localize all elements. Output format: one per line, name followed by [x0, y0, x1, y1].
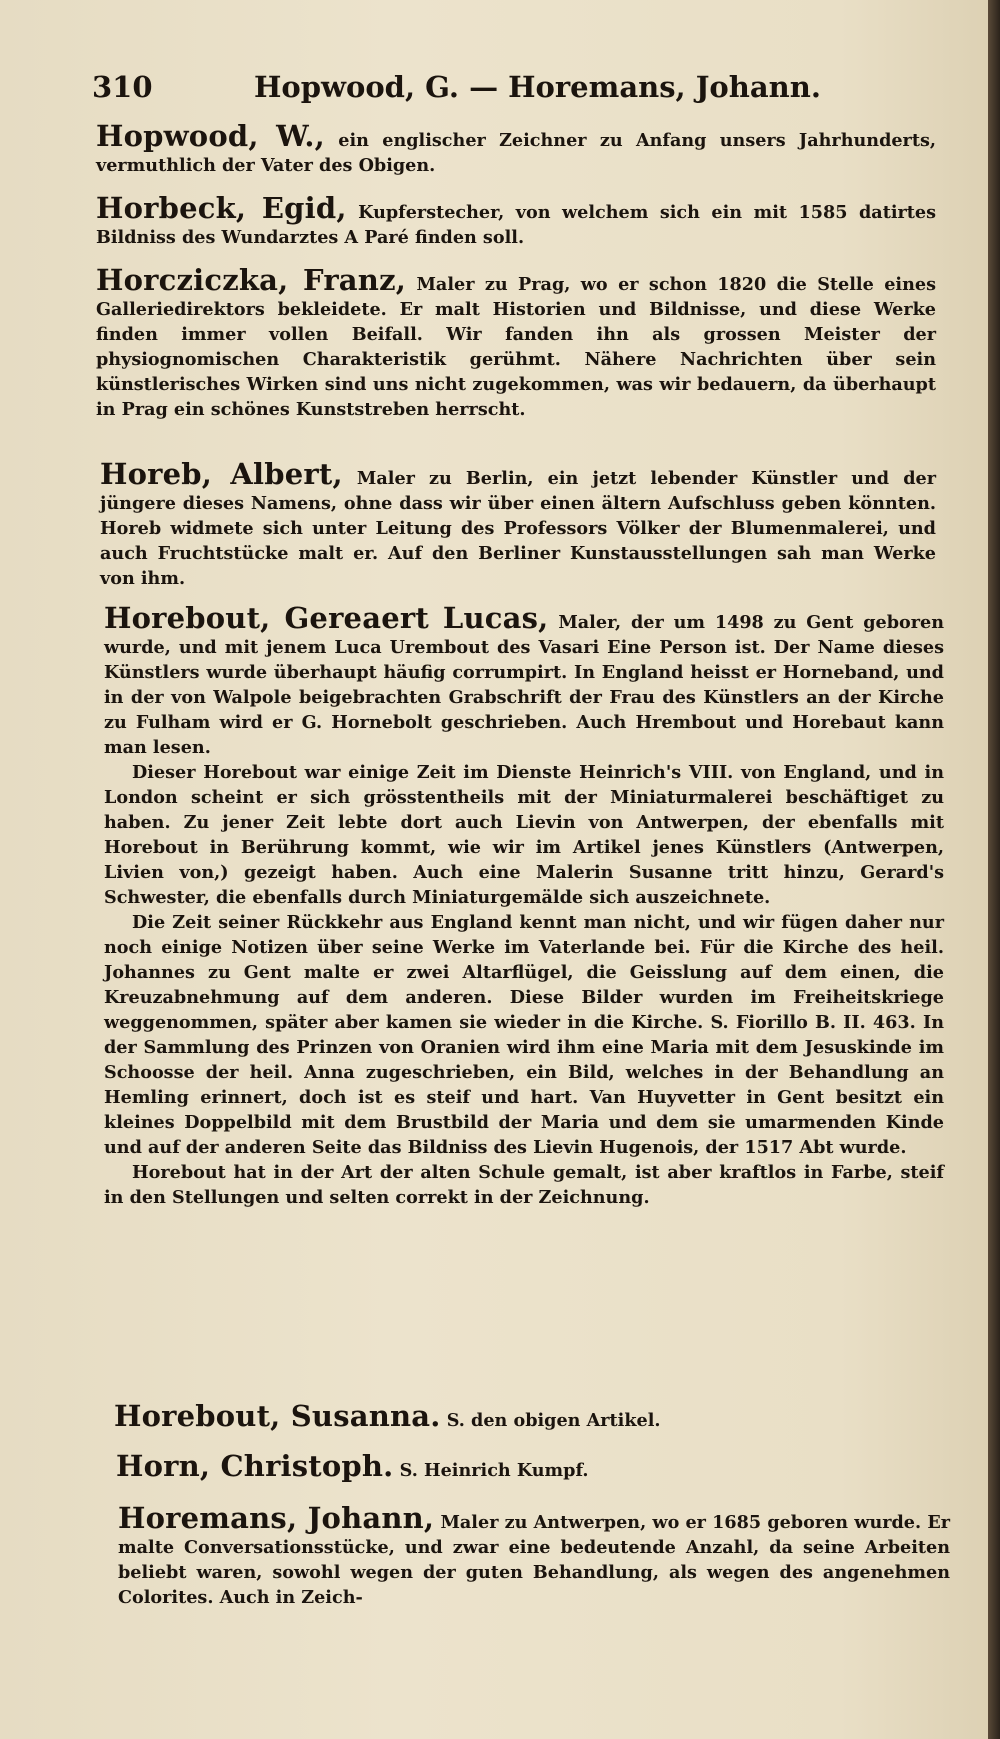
entry-paragraph: Die Zeit seiner Rückkehr aus England kennt man nicht, und wir fügen daher nur noch einige Notizen über seine Werke im Vaterlande bei. Für die Kirche des heil. Johannes zu Gent malte er zwei Altarflügel, die Geisslung auf dem einen, die Kreuzabnehmung auf dem anderen. Diese Bilder wurden im Freiheitskriege weggenommen, später aber kamen sie wieder in die Kirche. S. Fiorillo B. II. 463. In der Sammlung des Prinzen von Oranien wird ihm eine Maria mit dem Jesuskinde im Schoosse der heil. Anna zugeschrieben, ein Bild, welches in der Behandlung an Hemling erinnert, doch ist es steif und hart. Van Huyvetter in Gent besitzt ein kleines Doppelbild mit dem Brustbild der Maria und dem sie umarmenden Kinde und auf der anderen Seite das Bildniss des Lievin Hugenois, der 1517 Abt wurde. — [104, 912, 944, 1158]
entry-horbeck — [96, 191, 937, 250]
entry-paragraph: Horebout hat in der Art der alten Schule gemalt, ist aber kraftlos in Farbe, steif in den Stellungen und selten correkt in der Zeichnung. — [104, 1162, 944, 1208]
entry-hopwood — [96, 119, 936, 178]
entry-horeb — [100, 457, 936, 591]
entry-horcziczka — [96, 263, 936, 422]
entry-name: Horeb, Albert, — [100, 457, 343, 491]
entry-text: ein englischer Zeichner zu Anfang unsers Jahrhunderts, vermuthlich der Vater des Obigen. — [96, 130, 936, 176]
entry-paragraph — [116, 1449, 946, 1483]
running-title: Hopwood, G. — Horemans, Johann. — [254, 70, 821, 104]
page-number: 310 — [92, 70, 153, 104]
entry-text: Maler zu Prag, wo er schon 1820 die Stelle eines Galleriedirektors bekleidete. Er malt Historien und Bildnisse, und diese Werke finden immer vollen Beifall. Wir fanden ihn als grossen Meister der physiognomischen Charakteristik gerühmt. Nähere Nachrichten über sein künstlerisches Wirken sind uns nicht zugekommen, was wir bedauern, da überhaupt in Prag ein schönes Kunststreben herrscht. — [96, 274, 936, 420]
entry-text: S. Heinrich Kumpf. — [399, 1460, 589, 1481]
entry-paragraph — [114, 1399, 944, 1433]
entry-horebout-susanna — [114, 1399, 944, 1433]
page-header — [92, 70, 821, 110]
entry-text: S. den obigen Artikel. — [446, 1410, 661, 1431]
entry-name: Horbeck, Egid, — [96, 191, 347, 225]
entry-horebout-gereaert — [104, 601, 944, 1210]
entry-paragraph — [100, 457, 936, 591]
entry-text: Kupferstecher, von welchem sich ein mit 1585 datirtes Bildniss des Wundarztes A Paré finden soll. — [96, 202, 937, 248]
entry-paragraph — [96, 119, 936, 178]
entry-paragraph — [118, 1501, 950, 1610]
entry-paragraph — [96, 263, 936, 422]
entry-horn — [116, 1449, 946, 1483]
entry-name: Hopwood, W., — [96, 119, 325, 153]
entry-name: Horn, Christoph. — [116, 1449, 394, 1483]
entry-name: Horemans, Johann, — [118, 1501, 435, 1535]
entry-paragraph — [104, 601, 944, 760]
entry-text: Maler zu Berlin, ein jetzt lebender Künstler und der jüngere dieses Namens, ohne dass wir über einen ältern Aufschluss geben könnten. Horeb widmete sich unter Leitung des Professors Völker der Blumenmalerei, und auch Fruchtstücke malt er. Auf den Berliner Kunstausstellungen sah man Werke von ihm. — [100, 468, 936, 589]
page-edge — [988, 0, 1000, 1739]
entry-name: Horcziczka, Franz, — [96, 263, 407, 297]
entry-horemans — [118, 1501, 950, 1610]
entry-text: Maler, der um 1498 zu Gent geboren wurde, und mit jenem Luca Urembout des Vasari Eine Person ist. Der Name dieses Künstlers wurde überhaupt häufig corrumpirt. In England heisst er Horneband, und in der von Walpole beigebrachten Grabschrift der Frau des Künstlers an der Kirche zu Fulham wird er G. Hornebolt geschrieben. Auch Hrembout und Horebaut kann man lesen. — [104, 612, 944, 758]
entry-text: Maler zu Antwerpen, wo er 1685 geboren wurde. Er malte Conversationsstücke, und zwar eine bedeutende Anzahl, da seine Arbeiten beliebt waren, sowohl wegen der guten Behandlung, als wegen des angenehmen Colorites. Auch in Zeich- — [118, 1512, 950, 1608]
entry-name: Horebout, Gereaert Lucas, — [104, 601, 549, 635]
entry-paragraph — [96, 191, 937, 250]
entry-name: Horebout, Susanna. — [114, 1399, 441, 1433]
entry-paragraph: Dieser Horebout war einige Zeit im Dienste Heinrich's VIII. von England, und in London scheint er sich grösstentheils mit der Miniaturmalerei beschäftiget zu haben. Zu jener Zeit lebte dort auch Lievin von Antwerpen, der ebenfalls mit Horebout in Berührung kommt, wie wir im Artikel jenes Künstlers (Antwerpen, Livien von,) gezeigt haben. Auch eine Malerin Susanne tritt hinzu, Gerard's Schwester, die ebenfalls durch Miniaturgemälde sich auszeichnete. — [104, 762, 944, 908]
